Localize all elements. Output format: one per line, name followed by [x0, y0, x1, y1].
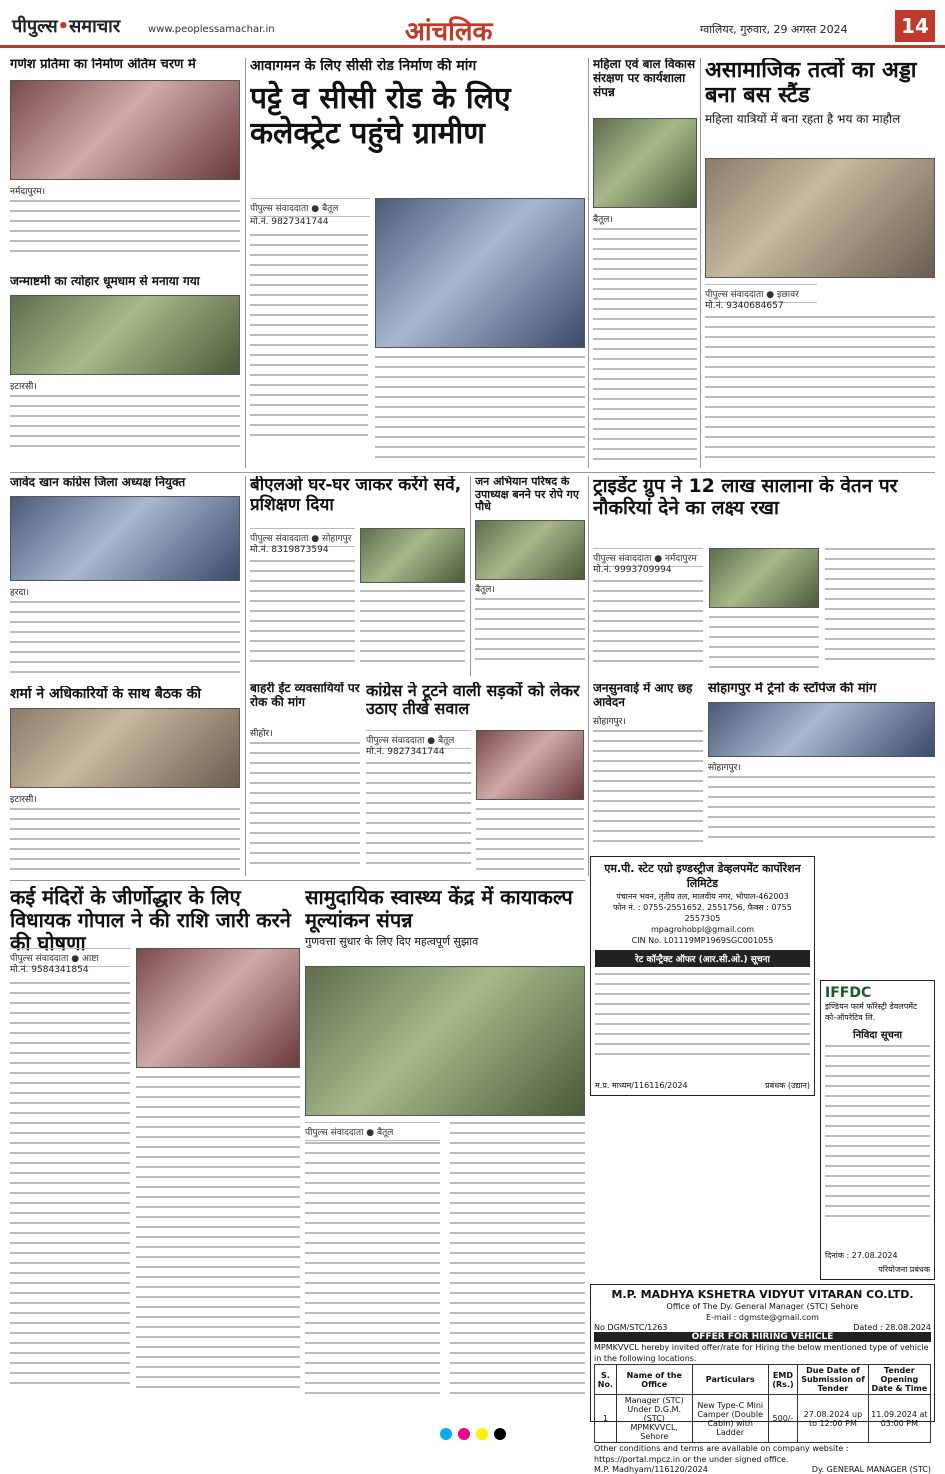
mobile: मो.नं. 9993709994 — [593, 565, 672, 575]
headline: शर्मा ने अधिकारियों के साथ बैठक की — [10, 686, 201, 702]
ad-iffdc — [820, 980, 935, 1280]
body-text — [250, 560, 355, 670]
ad-other: Other conditions and terms are available on company website : https://portal.mpcz.in or the under signed office. — [594, 1444, 849, 1464]
byline: पीपुल्स संवाददाता ● इछावर — [705, 284, 817, 303]
ad-ref: M.P. Madhyam/116120/2024 — [594, 1465, 708, 1474]
brand-logo: पीपुल्स•समाचार — [12, 16, 121, 37]
ad-signature: परियोजना प्रबंधक — [878, 1265, 930, 1274]
ad-cin: CIN No. L01119MP1969SGC001055 — [631, 936, 774, 945]
row-rule — [10, 880, 585, 881]
article-sohagpur-trains — [708, 682, 935, 852]
dateline: नर्मदापुरम। — [10, 187, 46, 197]
article-swasthya — [305, 886, 585, 1416]
article-janmashtami — [10, 275, 240, 465]
photo — [10, 708, 240, 788]
byline: पीपुल्स संवाददाता ● सोहागपुर — [250, 528, 355, 547]
photo — [708, 702, 935, 757]
ad-banner: OFFER FOR HIRING VEHICLE — [594, 1332, 931, 1342]
article-sharma — [10, 686, 240, 876]
headline: पट्टे व सीसी रोड के लिए कलेक्ट्रेट पहुंचे ग्रामीण — [250, 81, 511, 151]
table-header: S. No. — [595, 1365, 617, 1395]
dateline: इटारसी। — [10, 382, 37, 392]
table-header: Tender Opening Date & Time — [868, 1365, 930, 1395]
body-text — [10, 395, 240, 455]
body-text — [705, 316, 935, 466]
kicker: आवागमन के लिए सीसी रोड निर्माण की मांग — [250, 58, 477, 74]
brand-left: पीपुल्स — [12, 16, 58, 37]
headline: सामुदायिक स्वास्थ्य केंद्र में कायाकल्प मूल्यांकन संपन्न — [305, 886, 573, 932]
article-mahila — [593, 58, 697, 468]
ad-title: M.P. MADHYA KSHETRA VIDYUT VITARAN CO.LTD. — [611, 1288, 914, 1301]
headline: बाहरी ईंट व्यवसायियों पर रोक की मांग — [250, 682, 360, 709]
photo — [10, 295, 240, 375]
dateline: सीहोर। — [250, 729, 273, 739]
article-cc-road — [250, 58, 585, 468]
dateline: सोहागपुर। — [593, 717, 626, 727]
mobile: मो.नं. 9827341744 — [366, 747, 445, 757]
headline: जन्माष्टमी का त्योहार धूमधाम से मनाया गया — [10, 275, 200, 288]
article-blo — [250, 476, 465, 676]
table-cell: 1 — [595, 1395, 617, 1443]
body-text — [10, 808, 240, 876]
ad-title: इण्डियन फार्म फॉरेस्ट्री डेवलपमेंट को-ऑपरेटिव लि. — [825, 1002, 918, 1022]
byline: पीपुल्स संवाददाता ● आष्टा — [10, 948, 130, 967]
page-number: 14 — [895, 10, 935, 42]
photo — [705, 158, 935, 278]
article-bahri-eat — [250, 682, 360, 877]
table-cell: 27.08.2024 up to 12:00 PM — [798, 1395, 869, 1443]
body-text — [360, 590, 465, 670]
dateline: बैतूल। — [475, 585, 495, 595]
brand-right: समाचार — [69, 16, 121, 37]
table-header: Due Date of Submission of Tender — [798, 1365, 869, 1395]
article-congress-roads — [366, 682, 584, 877]
photo — [10, 496, 240, 581]
ad-body — [825, 1045, 930, 1217]
iffdc-logo: IFFDC — [825, 985, 872, 1001]
article-javed — [10, 476, 240, 681]
photo — [360, 528, 465, 583]
ad-ref: म.प्र. माध्यम/116116/2024 — [595, 1081, 688, 1090]
ad-notice-title: निविदा सूचना — [853, 1030, 902, 1041]
body-text — [366, 762, 471, 872]
issue-date: ग्वालियर, गुरुवार, 29 अगस्त 2024 — [700, 23, 848, 36]
byline: पीपुल्स संवाददाता ● बैतूल — [305, 1122, 440, 1141]
body-text — [10, 200, 240, 260]
dateline: इटारसी। — [10, 795, 37, 805]
ad-mpsidc — [590, 856, 815, 1096]
dateline: बैतूल। — [593, 215, 613, 225]
byline: पीपुल्स संवाददाता ● बैतूल — [366, 730, 471, 749]
mobile: मो.नं. 8319873594 — [250, 545, 329, 555]
table-cell: Manager (STC) Under D.G.M. (STC) MPMKVVCL, Sehore — [616, 1395, 692, 1443]
body-text — [375, 356, 585, 466]
article-jan-abhiyan — [475, 476, 585, 676]
byline: पीपुल्स संवाददाता ● नर्मदापुरम — [593, 548, 703, 567]
article-jansunwai — [593, 682, 703, 852]
headline: जन अभियान परिषद के उपाध्यक्ष बनने पर रोपे गए पौधे — [475, 476, 579, 514]
body-text — [593, 730, 703, 850]
site-url: www.peoplessamachar.in — [148, 24, 275, 35]
magenta-swatch — [458, 1428, 470, 1440]
body-text — [10, 982, 130, 1392]
row-rule — [10, 472, 935, 473]
ad-office: Office of The Dy. General Manager (STC) Sehore — [666, 1302, 859, 1311]
table-header: Particulars — [692, 1365, 768, 1395]
photo — [10, 80, 240, 180]
headline: कांग्रेस ने टूटने वाली सड़कों को लेकर उठाए तीखे सवाल — [366, 682, 580, 719]
article-bus-stand — [705, 58, 935, 468]
photo — [475, 520, 585, 580]
ad-signature: प्रबंधक (उद्यान) — [765, 1081, 810, 1090]
headline: बीएलओ घर-घर जाकर करेंगे सर्वे, प्रशिक्षण दिया — [250, 476, 462, 515]
photo — [375, 198, 585, 348]
photo — [136, 948, 300, 1068]
body-text — [250, 742, 360, 872]
headline: जावेद खान कांग्रेस जिला अध्यक्ष नियुक्त — [10, 476, 186, 489]
body-text — [593, 228, 697, 468]
subhead: महिला यात्रियों में बना रहता है भय का माहौल — [705, 111, 901, 126]
headline: सोहागपुर में ट्रेनों के स्टॉपेज की मांग — [708, 682, 877, 696]
body-text — [450, 1122, 585, 1402]
column-rule — [245, 476, 246, 876]
headline: ट्राइडेंट ग्रुप ने 12 लाख सालाना के वेतन पर नौकरियां देने का लक्ष्य रखा — [593, 476, 898, 519]
registration-marks — [0, 1428, 945, 1442]
mobile: मो.नं. 9827341744 — [250, 217, 329, 227]
ad-intro: MPMKVVCL hereby invited offer/rate for Hiring the below mentioned type of vehicle in the following locations. — [594, 1343, 929, 1363]
ad-email: E-mail : dgmste@gmail.com — [706, 1313, 819, 1322]
photo — [476, 730, 584, 800]
column-rule — [245, 58, 246, 468]
headline: असामाजिक तत्वों का अड्डा बना बस स्टैंड — [705, 58, 917, 109]
ad-notice-title: रेट कॉन्ट्रैक्ट ऑफर (आर.सी.ओ.) सूचना — [595, 950, 810, 967]
headline: गणेश प्रतिमा का निर्माण अंतिम चरण में — [10, 58, 196, 72]
ad-dated: Dated : 28.08.2024 — [853, 1323, 931, 1332]
headline: जनसुनवाई में आए छह आवेदन — [593, 682, 693, 709]
table-cell: New Type-C Mini Camper (Double Cabin) with Ladder — [692, 1395, 768, 1443]
body-text — [136, 1076, 300, 1396]
column-rule — [588, 58, 589, 468]
cyan-swatch — [440, 1428, 452, 1440]
byline: पीपुल्स संवाददाता ● बैतूल — [250, 198, 370, 217]
headline: कई मंदिरों के जीर्णोद्धार के लिए विधायक गोपाल ने की राशि जारी करने की घोषणा — [10, 886, 291, 955]
article-mandir — [10, 886, 300, 1416]
body-text — [10, 601, 240, 681]
ad-body — [595, 973, 810, 1055]
ad-email: mpagrohobpl@gmail.com — [650, 925, 755, 934]
column-rule — [700, 58, 701, 468]
body-text — [250, 234, 368, 444]
section-title: आंचलिक — [405, 17, 493, 47]
ad-date: दिनांक : 27.08.2024 — [825, 1251, 898, 1260]
body-text — [305, 1142, 440, 1402]
photo — [593, 118, 697, 208]
ad-signature: Dy. GENERAL MANAGER (STC) — [811, 1465, 931, 1474]
body-text — [593, 580, 703, 670]
photo — [709, 548, 819, 608]
yellow-swatch — [476, 1428, 488, 1440]
ad-no: No DGM/STC/1263 — [594, 1323, 668, 1332]
article-ganesh — [10, 58, 240, 268]
table-header: EMD (Rs.) — [768, 1365, 797, 1395]
headline: महिला एवं बाल विकास संरक्षण पर कार्यशाला संपन्न — [593, 58, 696, 99]
body-text — [709, 616, 819, 676]
body-text — [476, 808, 584, 877]
table-header-row — [595, 1365, 931, 1395]
table-cell: 11.09.2024 at 03:00 PM — [868, 1395, 930, 1443]
photo — [305, 966, 585, 1116]
body-text — [825, 548, 935, 668]
mobile: मो.नं. 9340684657 — [705, 301, 784, 311]
body-text — [475, 598, 585, 668]
ad-phone: फोन नं. : 0755-2551652, 2551756, फैक्स : 0755 2557305 — [613, 903, 792, 923]
table-cell: 500/- — [768, 1395, 797, 1443]
ad-title: एम.पी. स्टेट एग्रो इण्डस्ट्रीज डेव्हलपमेंट कार्पोरेशन लिमिटेड — [604, 862, 801, 890]
ad-address: पंचानन भवन, तृतीय तल, मालवीय नगर, भोपाल-462003 — [616, 892, 789, 901]
dateline: सोहागपुर। — [708, 763, 741, 773]
dateline: हरदा। — [10, 588, 29, 598]
mobile: मो.नं. 9584341854 — [10, 965, 89, 975]
subhead: गुणवत्ता सुधार के लिए दिए महत्वपूर्ण सुझाव — [305, 935, 479, 948]
column-rule — [588, 476, 589, 876]
column-rule — [470, 476, 471, 676]
ad-mpmkvvcl — [590, 1284, 935, 1474]
black-swatch — [494, 1428, 506, 1440]
table-header: Name of the Office — [616, 1365, 692, 1395]
article-trident — [593, 476, 935, 676]
masthead — [0, 0, 945, 48]
body-text — [708, 776, 935, 846]
